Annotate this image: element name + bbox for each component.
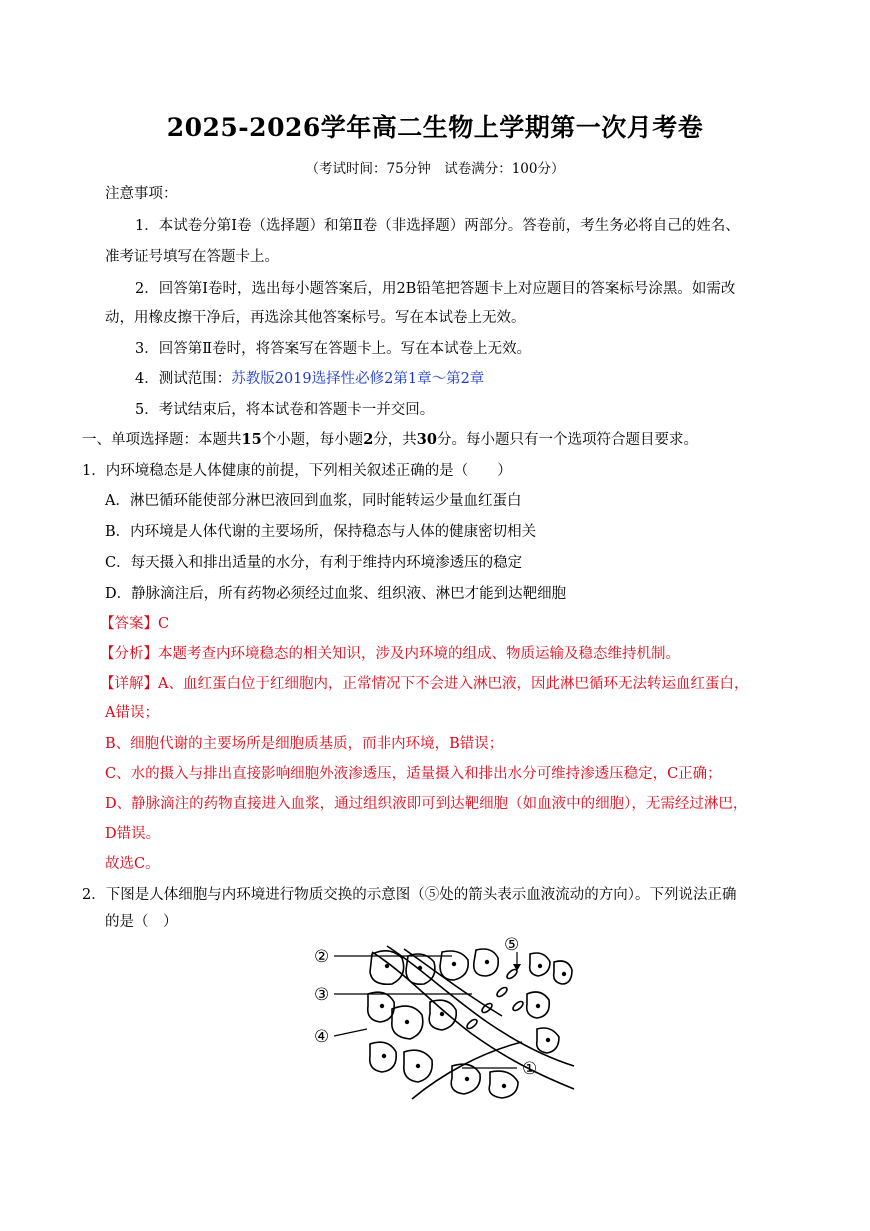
q1-stem: 1．内环境稳态是人体健康的前提，下列相关叙述正确的是（ ） <box>82 463 512 479</box>
notice-heading: 注意事项： <box>105 186 178 202</box>
q1-answer <box>100 614 169 634</box>
q2-stem-line1: 2．下图是人体细胞与内环境进行物质交换的示意图（⑤处的箭头表示血液流动的方向）。下列说法正确 <box>82 887 737 903</box>
section-total: 30 <box>416 431 437 448</box>
notice-item-2-line1: 2．回答第Ⅰ卷时，选出每小题答案后，用2B铅笔把答题卡上对应题目的答案标号涂黑。如需改 <box>135 281 736 297</box>
section-text-4: 分。每小题只有一个选项符合题目要求。 <box>436 432 698 448</box>
exam-subtitle: （考试时间：75分钟 试卷满分：100分） <box>305 161 565 177</box>
section-heading <box>82 430 698 450</box>
section-text-2: 个小题，每小题 <box>261 432 364 448</box>
notice-item-4 <box>135 369 484 389</box>
section-text-3: 分，共 <box>373 432 417 448</box>
notice-item-4-prefix: 4．测试范围： <box>135 371 232 387</box>
analysis-text: 本题考查内环境稳态的相关知识，涉及内环境的组成、物质运输及稳态维持机制。 <box>158 646 680 662</box>
analysis-label: 【分析】 <box>100 646 158 662</box>
notice-item-5: 5．考试结束后，将本试卷和答题卡一并交回。 <box>135 402 435 418</box>
section-text-1: 一、单项选择题：本题共 <box>82 432 242 448</box>
exam-title: 2025-2026学年高二生物上学期第一次月考卷 <box>166 113 704 142</box>
q1-detail-line4: C、水的摄入与排出直接影响细胞外液渗透压，适量摄入和排出水分可维持渗透压稳定，C正确； <box>105 766 722 782</box>
q1-detail-line2: A错误； <box>105 705 159 721</box>
q1-detail-line3: B、细胞代谢的主要场所是细胞质基质，而非内环境，B错误； <box>105 736 504 752</box>
answer-label: 【答案】 <box>100 616 158 632</box>
figure-label-2: ② <box>314 947 330 967</box>
notice-item-1-line2: 准考证号填写在答题卡上。 <box>105 249 279 265</box>
q1-detail-line1 <box>100 674 748 694</box>
test-scope: 苏教版2019选择性必修2第1章～第2章 <box>231 371 485 387</box>
q1-option-d: D．静脉滴注后，所有药物必须经过血浆、组织液、淋巴才能到达靶细胞 <box>105 586 567 602</box>
answer-value: C <box>158 616 170 632</box>
detail-label: 【详解】 <box>100 676 158 692</box>
notice-item-1-line1: 1．本试卷分第Ⅰ卷（选择题）和第Ⅱ卷（非选择题）两部分。答卷前，考生务必将自己的姓名、 <box>135 218 740 234</box>
q1-detail-line6: D错误。 <box>105 826 161 842</box>
q1-detail-line5: D、静脉滴注的药物直接进入血浆，通过组织液即可到达靶细胞（如血液中的细胞），无需经过淋巴， <box>105 796 748 812</box>
notice-item-3: 3．回答第Ⅱ卷时，将答案写在答题卡上。写在本试卷上无效。 <box>135 341 532 357</box>
notice-item-2-line2: 动，用橡皮擦干净后，再选涂其他答案标号。写在本试卷上无效。 <box>105 310 526 326</box>
q1-conclusion: 故选C。 <box>105 856 160 872</box>
figure-label-3: ③ <box>314 985 330 1005</box>
cell-exchange-diagram <box>312 934 578 1114</box>
q1-option-c: C．每天摄入和排出适量的水分，有利于维持内环境渗透压的稳定 <box>105 555 523 571</box>
q1-option-a: A．淋巴循环能使部分淋巴液回到血浆，同时能转运少量血红蛋白 <box>105 493 522 509</box>
detail-a: A、血红蛋白位于红细胞内，正常情况下不会进入淋巴液，因此淋巴循环无法转运血红蛋白， <box>158 676 749 692</box>
section-count: 15 <box>241 431 262 448</box>
q1-option-b: B．内环境是人体代谢的主要场所，保持稳态与人体的健康密切相关 <box>105 524 537 540</box>
figure-label-5: ⑤ <box>504 935 520 955</box>
section-points: 2 <box>363 431 374 448</box>
figure-label-4: ④ <box>314 1027 330 1047</box>
figure-label-1: ① <box>522 1059 538 1079</box>
q2-stem-line2: 的是（ ） <box>105 914 178 930</box>
q1-analysis <box>100 644 680 664</box>
